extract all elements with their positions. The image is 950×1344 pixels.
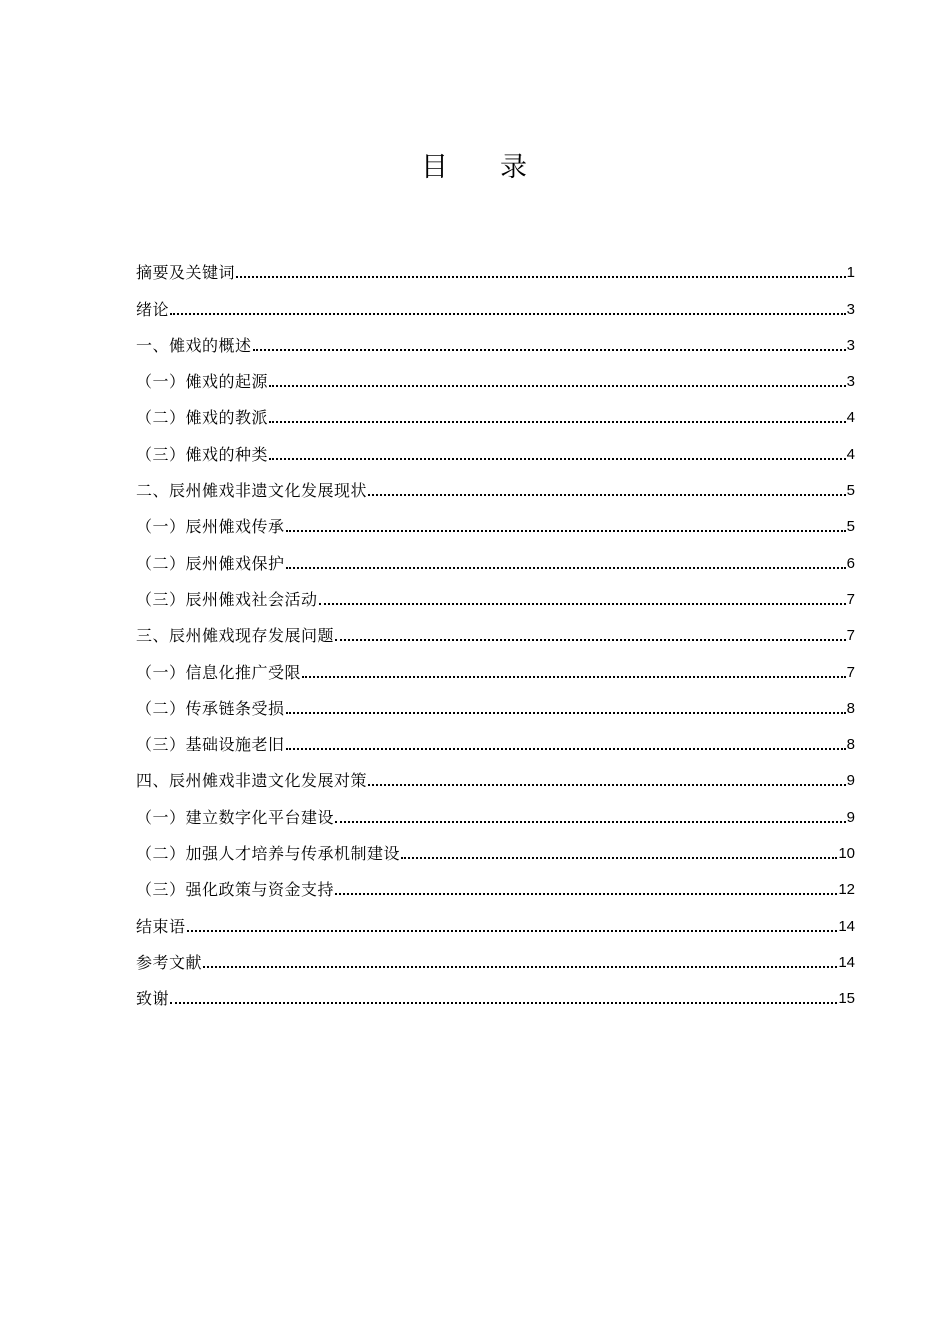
toc-entry-label: 四、辰州傩戏非遗文化发展对策 (136, 771, 368, 791)
toc-entry[interactable] (136, 900, 855, 936)
dot-leader (319, 603, 846, 605)
dot-leader (269, 421, 846, 423)
toc-entry-label: 三、辰州傩戏现存发展问题 (136, 626, 335, 646)
toc-entry[interactable] (136, 320, 855, 356)
toc-entry-page: 1 (846, 264, 855, 282)
toc-subentry[interactable] (136, 428, 855, 464)
toc-entry-page: 12 (838, 881, 855, 899)
toc-entry-label: （二）傩戏的教派 (136, 408, 269, 428)
dot-leader (286, 567, 846, 569)
toc-subentry[interactable] (136, 828, 855, 864)
toc-entry[interactable] (136, 610, 855, 646)
toc-entry-page: 3 (846, 373, 855, 391)
toc-entry[interactable] (136, 247, 855, 283)
toc-subentry[interactable] (136, 646, 855, 682)
toc-entry-label: （三）强化政策与资金支持 (136, 880, 335, 900)
toc-entry-label: 结束语 (136, 916, 186, 936)
toc-entry-page: 8 (846, 736, 855, 754)
toc-subentry[interactable] (136, 791, 855, 827)
toc-entry-label: （一）辰州傩戏传承 (136, 517, 285, 537)
toc-entry-label: 致谢 (136, 989, 170, 1009)
toc-entry-page: 9 (846, 772, 855, 790)
toc-entry-page: 6 (846, 554, 855, 572)
toc-subentry[interactable] (136, 537, 855, 573)
dot-leader (286, 530, 846, 532)
toc-entry-page: 5 (846, 518, 855, 536)
dot-leader (170, 1002, 837, 1004)
toc-entry-page: 14 (838, 953, 855, 971)
toc-subentry[interactable] (136, 864, 855, 900)
toc-entry-page: 10 (838, 845, 855, 863)
dot-leader (335, 893, 837, 895)
toc-entry-page: 4 (846, 445, 855, 463)
toc-entry-label: （二）辰州傩戏保护 (136, 553, 285, 573)
toc-subentry[interactable] (136, 719, 855, 755)
dot-leader (302, 676, 846, 678)
toc-entry-label: 二、辰州傩戏非遗文化发展现状 (136, 481, 368, 501)
dot-leader (368, 784, 846, 786)
toc-entry[interactable] (136, 973, 855, 1009)
toc-entry-label: 参考文献 (136, 952, 203, 972)
toc-entry-label: （一）傩戏的起源 (136, 372, 269, 392)
toc-entry-label: （二）传承链条受损 (136, 698, 285, 718)
toc-entry-label: （三）基础设施老旧 (136, 735, 285, 755)
dot-leader (269, 458, 846, 460)
dot-leader (236, 276, 846, 278)
dot-leader (203, 966, 837, 968)
toc-subentry[interactable] (136, 501, 855, 537)
table-of-contents (136, 247, 855, 1009)
toc-entry[interactable] (136, 937, 855, 973)
dot-leader (253, 349, 846, 351)
toc-entry-label: （二）加强人才培养与传承机制建设 (136, 844, 401, 864)
dot-leader (170, 313, 846, 315)
toc-entry-label: （三）傩戏的种类 (136, 444, 269, 464)
dot-leader (286, 712, 846, 714)
toc-subentry[interactable] (136, 574, 855, 610)
toc-entry-label: 摘要及关键词 (136, 263, 236, 283)
toc-entry[interactable] (136, 755, 855, 791)
toc-subentry[interactable] (136, 356, 855, 392)
toc-entry[interactable] (136, 465, 855, 501)
toc-entry-page: 4 (846, 409, 855, 427)
toc-entry-page: 15 (838, 990, 855, 1008)
dot-leader (368, 494, 846, 496)
toc-entry-label: （三）辰州傩戏社会活动 (136, 589, 318, 609)
dot-leader (286, 748, 846, 750)
toc-entry-label: 绪论 (136, 299, 170, 319)
toc-entry-page: 9 (846, 808, 855, 826)
title-char-1: 目 (421, 152, 450, 183)
toc-entry-page: 5 (846, 482, 855, 500)
dot-leader (335, 639, 846, 641)
toc-entry-page: 7 (846, 663, 855, 681)
toc-entry-page: 14 (838, 917, 855, 935)
toc-entry-page: 3 (846, 300, 855, 318)
dot-leader (269, 385, 846, 387)
dot-leader (187, 930, 838, 932)
toc-subentry[interactable] (136, 683, 855, 719)
toc-entry-page: 7 (846, 590, 855, 608)
dot-leader (401, 857, 837, 859)
toc-subentry[interactable] (136, 392, 855, 428)
toc-entry-page: 8 (846, 699, 855, 717)
toc-entry-label: （一）建立数字化平台建设 (136, 807, 335, 827)
toc-entry[interactable] (136, 283, 855, 319)
toc-entry-page: 3 (846, 336, 855, 354)
dot-leader (335, 821, 846, 823)
title-char-2: 录 (500, 152, 529, 183)
toc-entry-label: （一）信息化推广受限 (136, 662, 302, 682)
toc-entry-page: 7 (846, 627, 855, 645)
page-title (0, 145, 950, 184)
toc-entry-label: 一、傩戏的概述 (136, 335, 252, 355)
